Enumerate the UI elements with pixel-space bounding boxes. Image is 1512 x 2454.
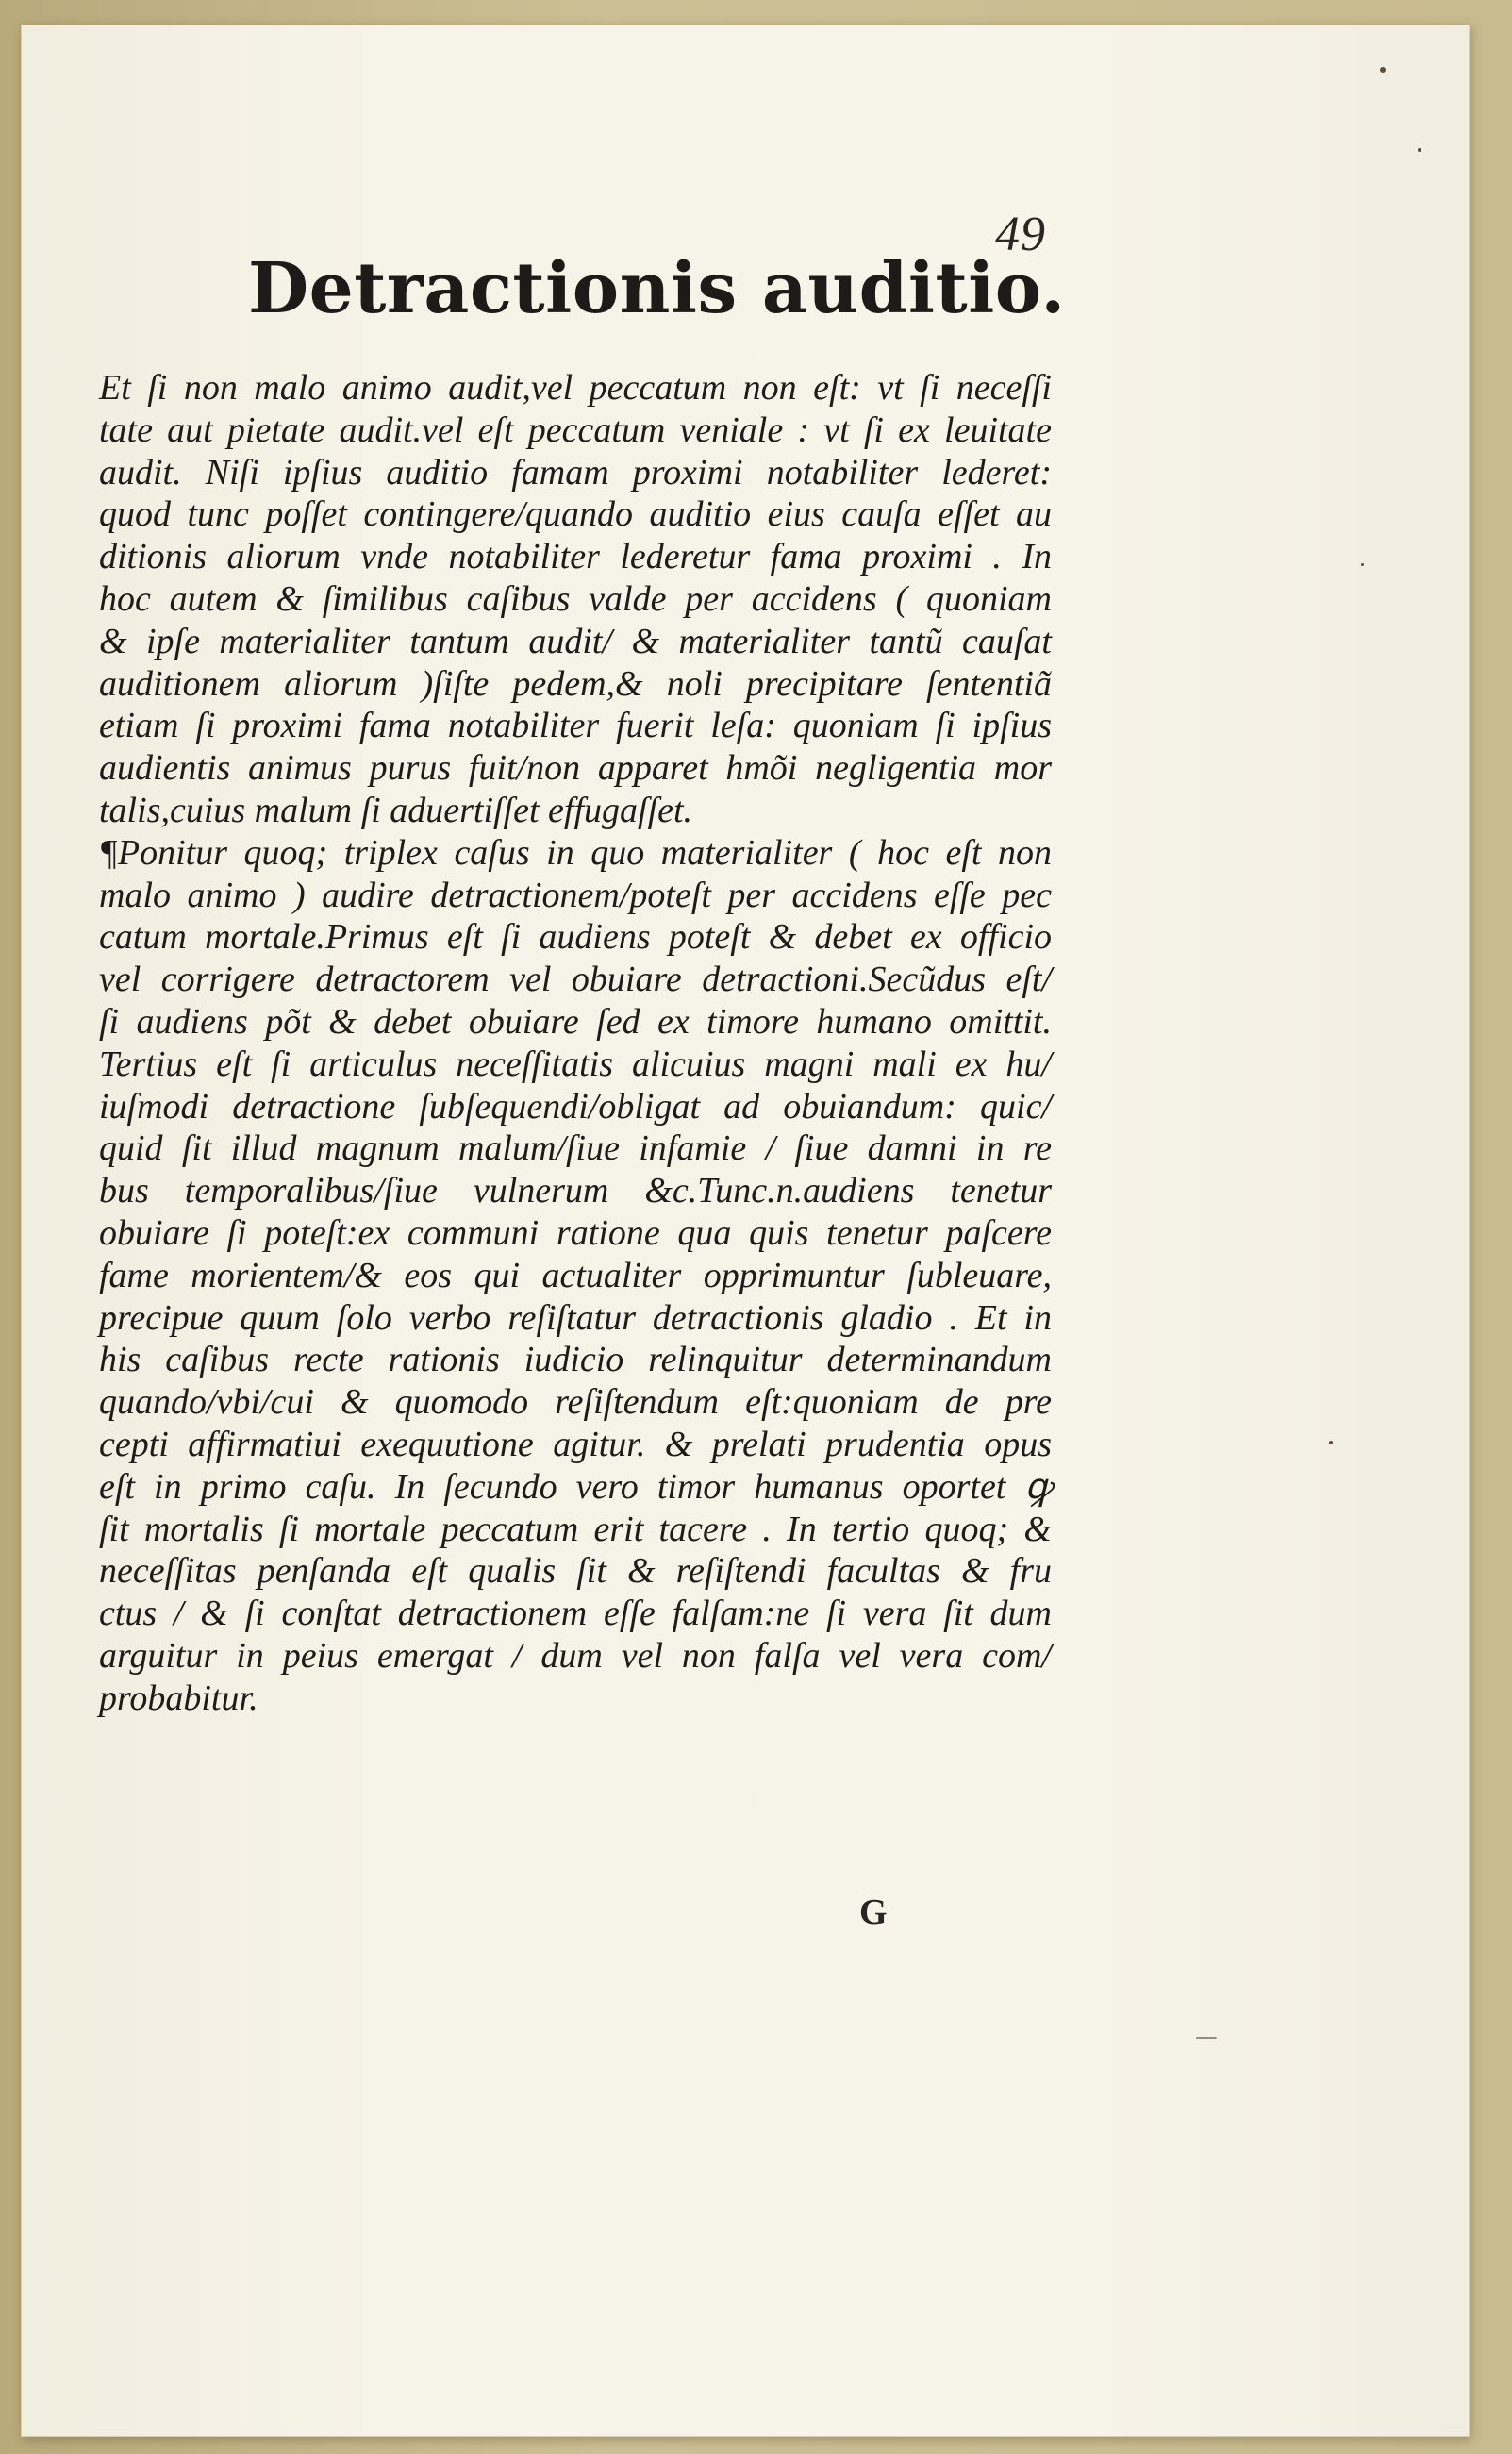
ink-speck [1361,563,1364,566]
ink-speck [1196,2037,1217,2039]
text-line: quid ſit illud magnum malum/ſiue infamie / ſiue damni in re [99,1128,1052,1169]
text-line: ditionis aliorum vnde notabiliter lederetur fama proximi . In [99,537,1052,577]
text-line: probabitur. [99,1678,258,1718]
text-line: ſit mortalis ſi mortale peccatum erit tacere . In tertio quoq; & [99,1509,1052,1549]
text-line: Et ſi non malo animo audit,vel peccatum non eſt: vt ſi neceſſi [99,368,1052,408]
text-line: Tertius eſt ſi articulus neceſſitatis alicuius magni mali ex hu/ [99,1043,1052,1084]
text-line: catum mortale.Primus eſt ſi audiens poteſt & debet ex officio [99,917,1052,958]
ink-speck [1329,1441,1333,1444]
text-line: audit. Niſi ipſius auditio famam proximi notabiliter lederet: [99,452,1052,492]
text-line: & ipſe materialiter tantum audit/ & materialiter tantũ cauſat [99,621,1052,661]
text-line: iuſmodi detractione ſubſequendi/obligat ad obuiandum: quic/ [99,1086,1052,1127]
text-line: auditionem aliorum )ſiſte pedem,& noli precipitare ſententiã [99,663,1052,704]
text-line: arguitur in peius emergat / dum vel non falſa vel vera com/ [99,1635,1052,1676]
text-line: bus temporalibus/ſiue vulnerum &c.Tunc.n.audiens tenetur [99,1171,1052,1211]
text-line: talis,cuius malum ſi aduertiſſet effugaſſet. [99,790,693,830]
text-line: eſt in primo caſu. In ſecundo vero timor humanus oportet ꝙ [99,1466,1052,1507]
text-line: fame morientem/& eos qui actualiter opprimuntur ſubleuare, [99,1255,1052,1295]
text-line: etiam ſi proximi fama notabiliter fuerit leſa: quoniam ſi ipſius [99,706,1052,746]
text-line: neceſſitas penſanda eſt qualis ſit & reſiſtendi facultas & fru [99,1551,1052,1592]
text-line: hoc autem & ſimilibus caſibus valde per accidens ( quoniam [99,578,1052,619]
text-line: quod tunc poſſet contingere/quando auditio eius cauſa eſſet au [99,494,1052,535]
text-line: ſi audiens põt & debet obuiare ſed ex timore humano omittit. [99,1001,1052,1042]
text-line: vel corrigere detractorem vel obuiare detractioni.Secũdus eſt/ [99,960,1052,1000]
text-line: quando/vbi/cui & quomodo reſiſtendum eſt:quoniam de pre [99,1382,1052,1423]
text-line: ctus / & ſi conſtat detractionem eſſe falſam:ne ſi vera ſit dum [99,1594,1052,1634]
text-line: malo animo ) audire detractionem/poteſt per accidens eſſe pec [99,875,1052,915]
ink-speck [1380,67,1386,73]
text-line: tate aut pietate audit.vel eſt peccatum veniale : vt ſi ex leuitate [99,409,1052,450]
text-line: obuiare ſi poteſt:ex communi ratione qua quis tenetur paſcere [99,1212,1052,1253]
page-heading: Detractionis auditio. [248,248,1066,329]
text-line: his caſibus recte rationis iudicio relinquitur determinandum [99,1340,1052,1380]
signature-mark: G [859,1893,888,1932]
text-line: audientis animus purus fuit/non apparet hmõi negligentia mor [99,748,1052,789]
page-number: 49 [995,208,1046,261]
text-line: precipue quum ſolo verbo reſiſtatur detractionis gladio . Et in [99,1297,1052,1338]
text-line: ¶Ponitur quoq; triplex caſus in quo materialiter ( hoc eſt non [99,832,1052,873]
text-line: cepti affirmatiui exequutione agitur. & prelati prudentia opus [99,1424,1052,1464]
ink-speck [1418,148,1421,152]
body-text [99,367,1052,1720]
book-page [21,25,1470,2437]
